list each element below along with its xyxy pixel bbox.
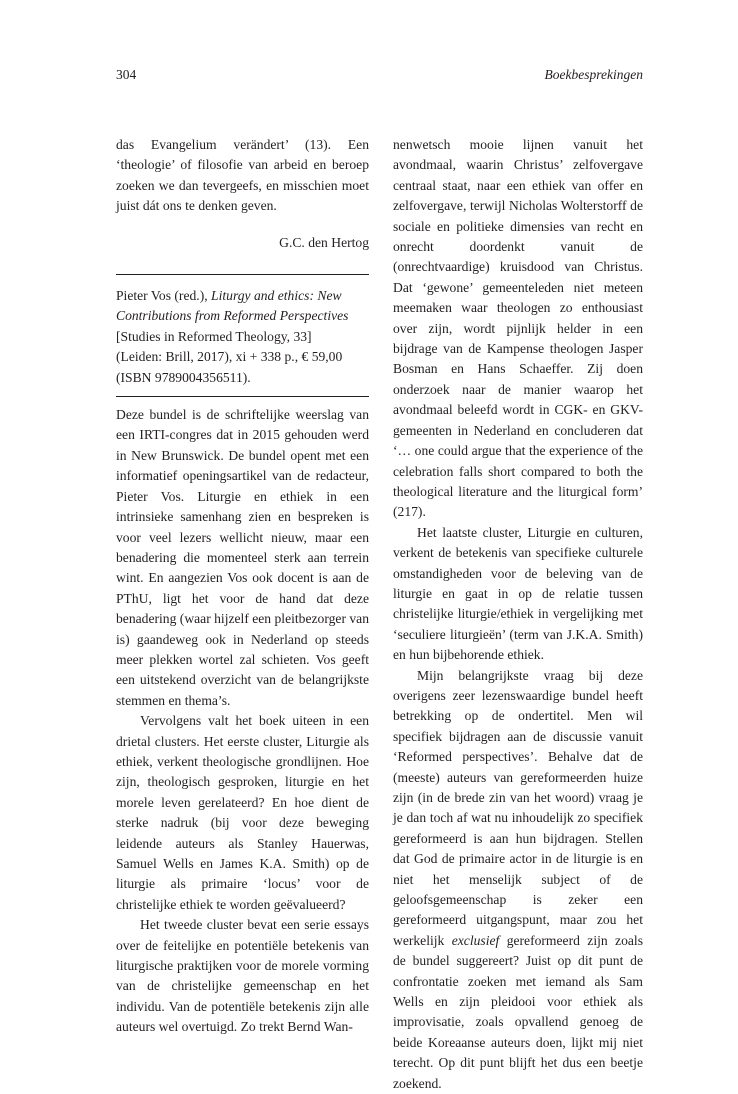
book-publication: (Leiden: Brill, 2017), xi + 338 p., € 59,00 <box>116 349 343 365</box>
book-series: [Studies in Reformed Theology, 33] <box>116 328 312 344</box>
paragraph-text: gereformeerd zijn zoals de bundel suggereert? Juist op dit punt de confrontatie zoeken met iemand als Sam Wells en zijn pleidooi voor ethiek als improvisatie, zoals opvallend genoeg de beide Koreaanse auteurs doen, lijkt mij niet terecht. Op dit punt blijft het dus een beetje zoekend. <box>393 932 643 1091</box>
paragraph-text: Mijn belangrijkste vraag bij deze overigens zeer lezenswaardige bundel heeft betrekking op de ondertitel. Men wil specifiek bijdragen aan de discussie vanuit ‘Reformed perspectives’. Behalve dat de (meeste) auteurs van gereformeerden huize zijn (in de brede zin van het woord) vraag je je dan toch af wat nu inhoudelijk zo specifiek gereformeerd is aan hun bijdragen. Stellen dat God de primaire actor in de liturgie is en niet het menselijk subject of de geloofsgemeenschap is zeker een gereformeerd uitgangspunt, maar zou het werkelijk <box>393 667 643 948</box>
reviewer-signature: G.C. den Hertog <box>279 234 369 250</box>
page-number: 304 <box>116 67 137 82</box>
section-divider-top <box>116 274 369 275</box>
book-editor: Pieter Vos (red.), <box>116 288 208 304</box>
page-header <box>116 67 643 87</box>
book-title: Liturgy and ethics: New Contributions from Reformed Perspectives <box>116 288 349 324</box>
left-column <box>116 135 369 1038</box>
emphasized-word: exclusief <box>451 932 500 948</box>
review-paragraph: Het tweede cluster bevat een serie essays over de feitelijke en potentiële betekenis van liturgische praktijken voor de morele vorming van de christelijke gemeenschap en het individu. Van de potentiële betekenis zijn alle auteurs wel overtuigd. Zo trekt Bernd Wan- <box>116 917 369 1035</box>
running-head: Boekbesprekingen <box>544 67 643 82</box>
review-paragraph: Vervolgens valt het boek uiteen in een drietal clusters. Het eerste cluster, Liturgie als ethiek, verkent theologische grondlijnen. Hoe zijn, theologisch gesproken, liturgie en het morele leven gerelateerd? En hoe dient de sterke nadruk (bij voor deze beweging leidende auteurs als Stanley Hauerwas, Samuel Wells en James K.A. Smith) op de liturgie als primaire ‘locus’ voor de christelijke ethiek te worden geëvalueerd? <box>116 713 369 912</box>
review-paragraph: nenwetsch mooie lijnen vanuit het avondmaal, waarin Christus’ zelfovergave centraal staat, naar een ethiek van offer en zelfovergave, terwijl Nicholas Wolterstorff de sociale en politieke dimensies van recht en onrecht doordenkt vanuit de (onrechtvaardige) kruisdood van Christus. Dat ‘gewone’ gemeenteleden niet meteen meemaken waar theologen zo enthousiast over zijn, wordt pijnlijk helder in een bijdrage van de Kampense theologen Jasper Bosman en Hans Schaeffer. Zij doen onderzoek naar de manier waarop het avondmaal beleefd wordt in CGK- en GKV-gemeenten in Nederland en concluderen dat ‘… one could argue that the experience of the celebration falls short compared to both the theological literature and the liturgical form’ (217). <box>393 137 643 520</box>
review-paragraph: Deze bundel is de schriftelijke weerslag van een IRTI-congres dat in 2015 gehouden werd in New Brunswick. De bundel opent met een informatief openingsartikel van de redacteur, Pieter Vos. Liturgie en ethiek in een intrinsieke samenhang zien en bespreken is voor veel lezers wellicht nieuw, maar een benadering die momenteel sterk aan terrein wint. En aangezien Vos ook docent is aan de PThU, ligt het voor de hand dat deze benadering (waar hijzelf een pleitbezorger van is) gaandeweg ook in Nederland op steeds meer plekken wortel zal schieten. Vos geeft een uitstekend overzicht van de belangrijkste stemmen en thema’s. <box>116 407 369 708</box>
section-divider-bottom <box>116 396 369 397</box>
book-isbn: (ISBN 9789004356511). <box>116 369 251 385</box>
review-paragraph: Het laatste cluster, Liturgie en culturen, verkent de betekenis van specifieke culturele omstandigheden voor de beleving van de liturgie en gaat in op de relatie tussen christelijke liturgie/ethiek in vergelijking met ‘seculiere liturgieën’ (term van J.K.A. Smith) en hun bijbehorende ethiek. <box>393 524 643 663</box>
previous-review-ending: das Evangelium verändert’ (13). Een ‘theologie’ of filosofie van arbeid en beroep zoeken we dan tevergeefs, en misschien moet juist dát ons te denken geven. <box>116 137 369 214</box>
review-paragraph <box>393 666 643 1094</box>
right-column <box>393 135 643 1094</box>
book-citation <box>116 286 369 388</box>
